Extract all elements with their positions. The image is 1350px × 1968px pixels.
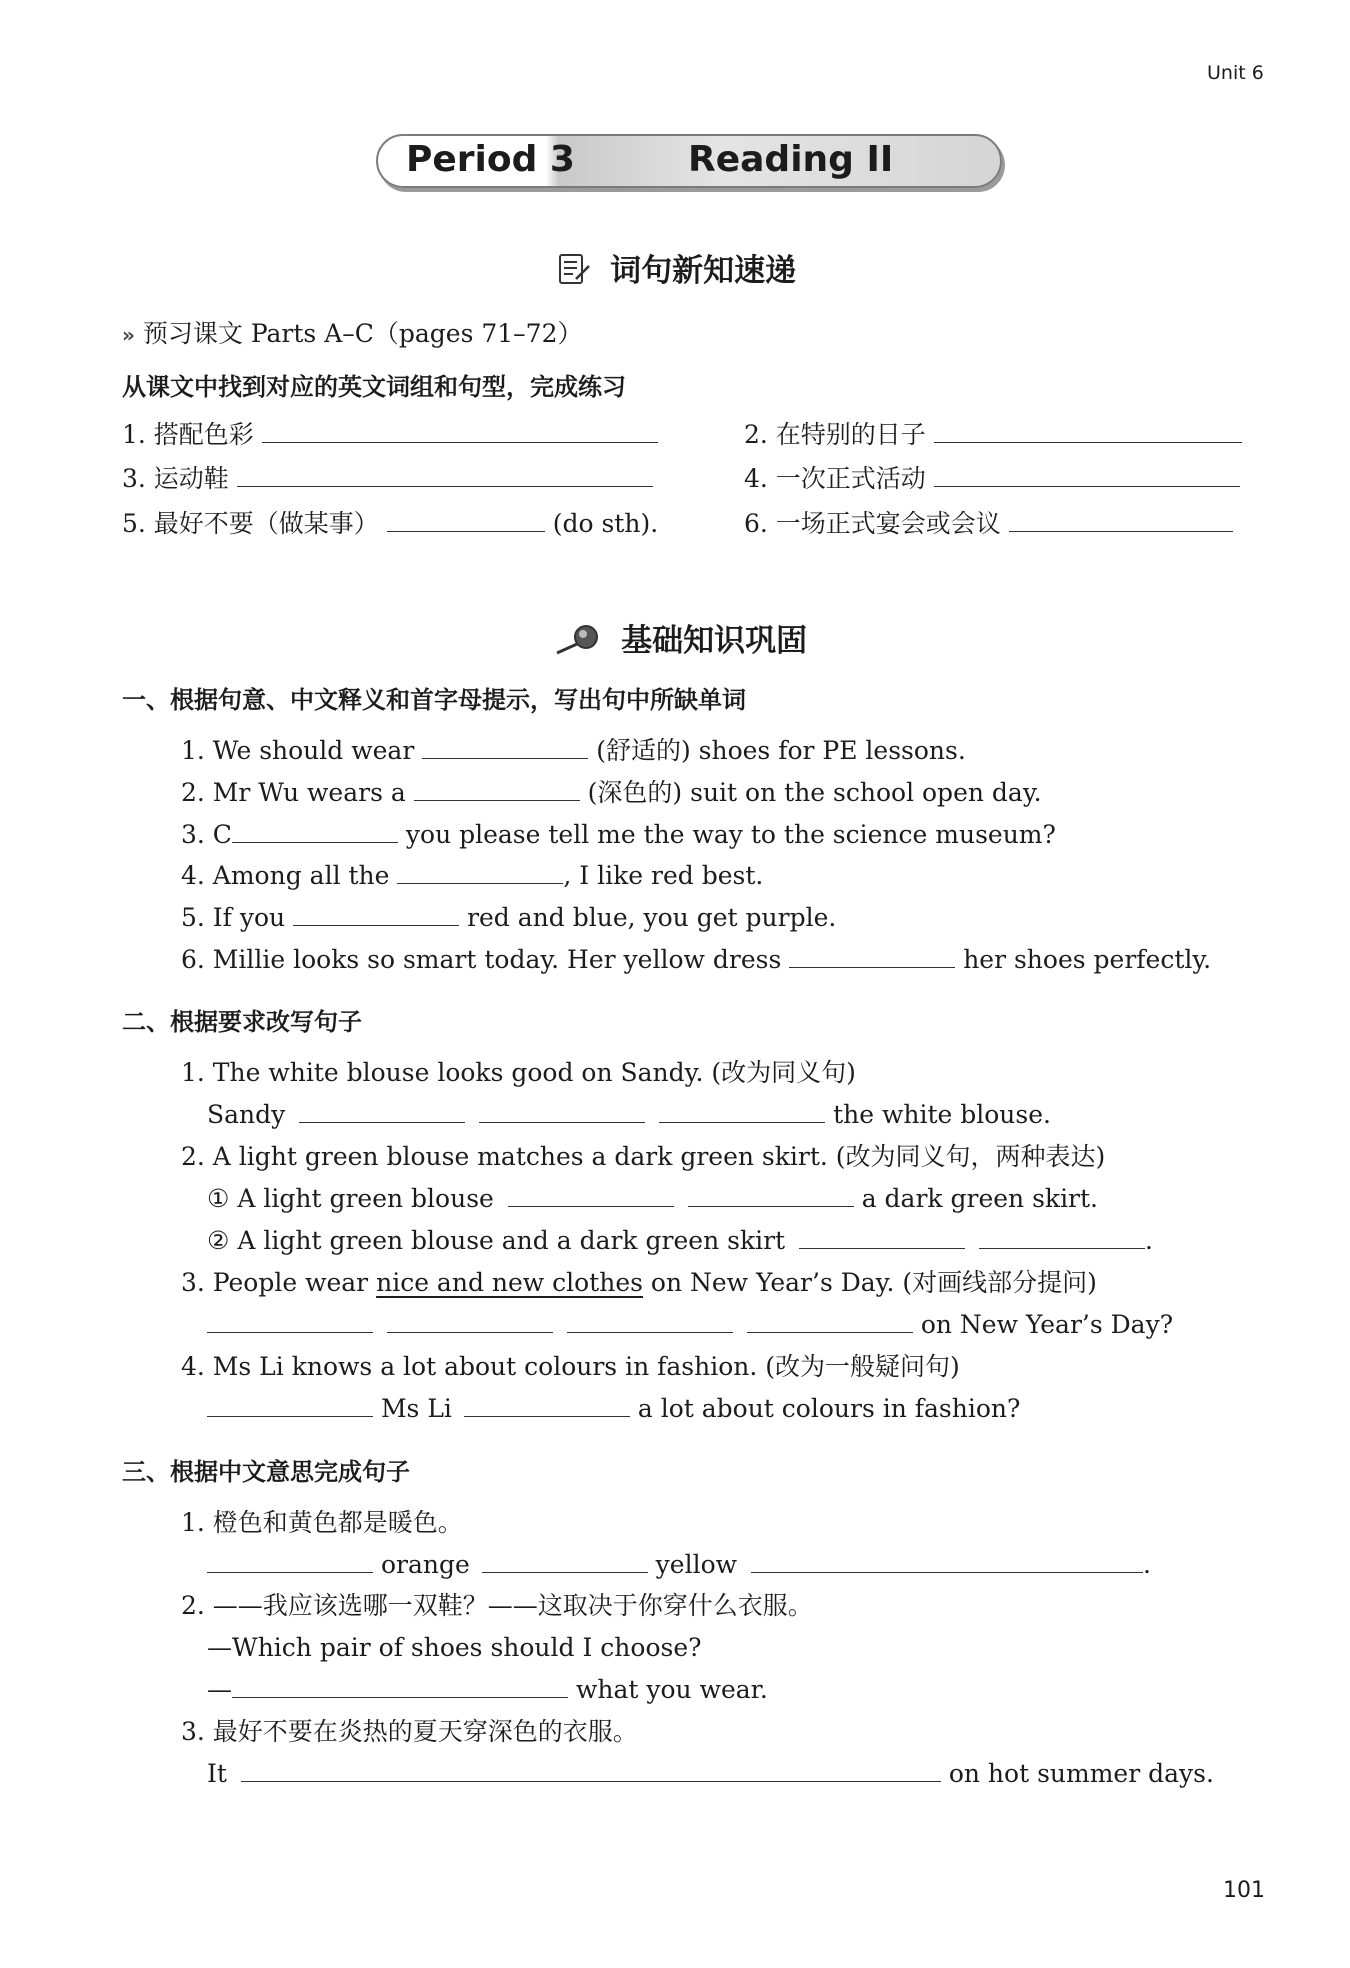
part1-heading: 一、根据句意、中文释义和首字母提示，写出句中所缺单词 [122, 686, 746, 714]
answer-blank[interactable] [241, 1759, 941, 1782]
part3-q2-answer: — what you wear. [207, 1675, 768, 1704]
part1-q1: 1. We should wear (舒适的) shoes for PE lessons. [181, 736, 966, 765]
lesson-title: Reading II [688, 139, 894, 180]
answer-blank[interactable] [414, 778, 580, 801]
vocab-item-1: 1. 搭配色彩 [122, 418, 658, 452]
answer-blank[interactable] [299, 1100, 465, 1123]
part1-q4: 4. Among all the , I like red best. [181, 861, 764, 890]
vocab-item-2: 2. 在特别的日子 [744, 418, 1242, 452]
answer-blank[interactable] [934, 420, 1242, 443]
part2-q1: 1. The white blouse looks good on Sandy. (改为同义句) [181, 1058, 856, 1087]
part1-q3: 3. C you please tell me the way to the science museum? [181, 820, 1056, 849]
part3-q3-answer: It on hot summer days. [207, 1759, 1214, 1788]
answer-blank[interactable] [397, 861, 563, 884]
section2-title: 基础知识巩固 [621, 623, 808, 659]
part3-q3: 3. 最好不要在炎热的夏天穿深色的衣服。 [181, 1717, 638, 1746]
part3-q2: 2. ——我应该选哪一双鞋？——这取决于你穿什么衣服。 [181, 1591, 813, 1620]
part3-q1: 1. 橙色和黄色都是暖色。 [181, 1508, 463, 1537]
answer-blank[interactable] [232, 820, 398, 843]
answer-blank[interactable] [934, 464, 1240, 487]
magnifier-icon [554, 622, 602, 660]
answer-blank[interactable] [567, 1310, 733, 1333]
answer-blank[interactable] [237, 464, 653, 487]
period-label: Period 3 [406, 139, 575, 180]
notebook-icon [557, 252, 591, 290]
preview-text: 预习课文 Parts A–C（pages 71–72） [142, 319, 583, 348]
answer-blank[interactable] [688, 1184, 854, 1207]
part3-q1-answer: orange yellow . [207, 1548, 1151, 1582]
answer-blank[interactable] [482, 1550, 648, 1573]
underlined-phrase: nice and new clothes [376, 1268, 643, 1297]
answer-blank[interactable] [387, 509, 545, 532]
part2-q4-answer: Ms Li a lot about colours in fashion? [207, 1392, 1020, 1426]
answer-blank[interactable] [387, 1310, 553, 1333]
answer-blank[interactable] [789, 945, 955, 968]
part2-q2: 2. A light green blouse matches a dark green skirt. (改为同义句，两种表达) [181, 1142, 1106, 1171]
answer-blank[interactable] [464, 1394, 630, 1417]
vocab-item-3: 3. 运动鞋 [122, 462, 653, 496]
part2-q3: 3. People wear nice and new clothes on New Year’s Day. (对画线部分提问) [181, 1268, 1097, 1297]
vocab-item-6: 6. 一场正式宴会或会议 [744, 507, 1233, 541]
answer-blank[interactable] [751, 1550, 1143, 1573]
double-chevron-icon: » [122, 323, 135, 347]
part1-q6: 6. Millie looks so smart today. Her yellow dress her shoes perfectly. [181, 945, 1212, 974]
part2-q2-answer-b: ② A light green blouse and a dark green skirt . [207, 1226, 1153, 1255]
answer-blank[interactable] [293, 903, 459, 926]
answer-blank[interactable] [207, 1310, 373, 1333]
part2-q4: 4. Ms Li knows a lot about colours in fashion. (改为一般疑问句) [181, 1352, 960, 1381]
answer-blank[interactable] [422, 736, 588, 759]
part3-q2-line1: —Which pair of shoes should I choose? [207, 1633, 702, 1662]
period-banner [376, 134, 1006, 192]
answer-blank[interactable] [979, 1226, 1145, 1249]
vocab-item-4: 4. 一次正式活动 [744, 462, 1240, 496]
part2-q2-answer-a: ① A light green blouse a dark green skirt. [207, 1184, 1099, 1213]
preview-line [122, 317, 583, 352]
answer-blank[interactable] [508, 1184, 674, 1207]
answer-blank[interactable] [659, 1100, 825, 1123]
section1-instruction: 从课文中找到对应的英文词组和句型，完成练习 [122, 373, 626, 401]
part2-heading: 二、根据要求改写句子 [122, 1008, 362, 1036]
unit-label: Unit 6 [1207, 62, 1264, 84]
page-number: 101 [1223, 1878, 1265, 1903]
part1-q2: 2. Mr Wu wears a (深色的) suit on the school open day. [181, 778, 1042, 807]
section1-header [557, 251, 796, 291]
answer-blank[interactable] [1009, 509, 1233, 532]
answer-blank[interactable] [747, 1310, 913, 1333]
part2-q1-answer: Sandy the white blouse. [207, 1100, 1051, 1129]
answer-blank[interactable] [232, 1675, 568, 1698]
answer-blank[interactable] [799, 1226, 965, 1249]
part3-heading: 三、根据中文意思完成句子 [122, 1458, 410, 1486]
answer-blank[interactable] [262, 420, 658, 443]
answer-blank[interactable] [207, 1394, 373, 1417]
answer-blank[interactable] [207, 1550, 373, 1573]
answer-blank[interactable] [479, 1100, 645, 1123]
part2-q3-answer: on New Year’s Day? [207, 1308, 1173, 1342]
section1-title: 词句新知速递 [610, 253, 797, 289]
part1-q5: 5. If you red and blue, you get purple. [181, 903, 837, 932]
section2-header [554, 621, 807, 661]
vocab-item-5: 5. 最好不要（做某事） (do sth). [122, 509, 659, 538]
